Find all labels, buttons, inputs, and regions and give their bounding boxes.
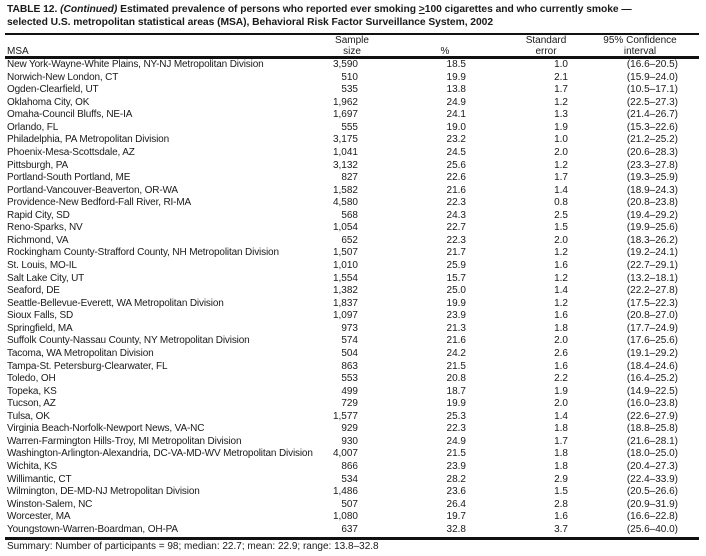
sample-size-cell: 1,041 xyxy=(332,146,358,158)
sample-size-cell: 929 xyxy=(341,423,358,435)
percent-cell: 21.3 xyxy=(446,322,466,334)
spacer-cell xyxy=(678,160,699,173)
msa-cell: Tucson, AZ xyxy=(7,398,56,410)
standard-error-cell: 1.8 xyxy=(554,448,568,460)
column-header-percent: % xyxy=(440,45,450,57)
sample-size-cell: 1,582 xyxy=(332,184,358,196)
msa-cell: Reno-Sparks, NV xyxy=(7,222,83,234)
standard-error-cell: 2.0 xyxy=(554,234,568,246)
table-title-line2: selected U.S. metropolitan statistical areas (MSA), Behavioral Risk Factor Surveillance System, 2002 xyxy=(7,17,494,28)
table-row xyxy=(7,461,699,474)
standard-error-cell: 2.0 xyxy=(554,335,568,347)
table-row xyxy=(7,386,699,399)
confidence-interval-cell: (18.8–25.8) xyxy=(626,423,678,435)
spacer-cell xyxy=(678,72,699,85)
column-header-ci-line1: 95% Confidence xyxy=(603,34,677,46)
standard-error-cell: 1.2 xyxy=(554,96,568,108)
spacer-cell xyxy=(678,386,699,399)
confidence-interval-cell: (22.4–33.9) xyxy=(626,473,678,485)
table-row xyxy=(7,97,699,110)
spacer-cell xyxy=(678,109,699,122)
table-row xyxy=(7,147,699,160)
msa-cell: Tulsa, OK xyxy=(7,410,50,422)
standard-error-cell: 1.4 xyxy=(554,184,568,196)
confidence-interval-cell: (16.6–20.5) xyxy=(626,59,678,70)
percent-cell: 24.3 xyxy=(446,209,466,221)
msa-cell: Omaha-Council Bluffs, NE-IA xyxy=(7,109,133,121)
confidence-interval-cell: (23.3–27.8) xyxy=(626,159,678,171)
column-header-se-line1: Standard xyxy=(525,34,567,46)
confidence-interval-cell: (17.6–25.6) xyxy=(626,335,678,347)
spacer-cell xyxy=(678,323,699,336)
table-row xyxy=(7,285,699,298)
standard-error-cell: 1.5 xyxy=(554,486,568,498)
percent-cell: 21.7 xyxy=(446,247,466,259)
spacer-cell xyxy=(678,511,699,524)
percent-cell: 19.0 xyxy=(446,121,466,133)
msa-cell: Ogden-Clearfield, UT xyxy=(7,84,99,96)
sample-size-cell: 1,697 xyxy=(332,109,358,121)
confidence-interval-cell: (19.4–29.2) xyxy=(626,209,678,221)
percent-cell: 32.8 xyxy=(446,523,466,535)
confidence-interval-cell: (22.5–27.3) xyxy=(626,96,678,108)
msa-cell: Rockingham County-Strafford County, NH Metropolitan Division xyxy=(7,247,279,259)
confidence-interval-cell: (10.5–17.1) xyxy=(626,84,678,96)
percent-cell: 24.1 xyxy=(446,109,466,121)
table-row xyxy=(7,222,699,235)
percent-cell: 22.3 xyxy=(446,234,466,246)
spacer-cell xyxy=(678,172,699,185)
percent-cell: 21.5 xyxy=(446,360,466,372)
confidence-interval-cell: (19.1–29.2) xyxy=(626,347,678,359)
sample-size-cell: 729 xyxy=(341,398,358,410)
msa-cell: Wichita, KS xyxy=(7,461,58,472)
title-text: Estimated prevalence of persons who reported ever smoking xyxy=(120,4,419,15)
msa-cell: Tampa-St. Petersburg-Clearwater, FL xyxy=(7,360,168,372)
percent-cell: 19.9 xyxy=(446,71,466,83)
standard-error-cell: 1.5 xyxy=(554,222,568,234)
confidence-interval-cell: (18.4–24.6) xyxy=(626,360,678,372)
percent-cell: 13.8 xyxy=(446,84,466,96)
standard-error-cell: 1.2 xyxy=(554,247,568,259)
percent-cell: 18.5 xyxy=(446,59,466,70)
sample-size-cell: 1,080 xyxy=(332,511,358,523)
column-header-se-line2: error xyxy=(535,45,557,57)
sample-size-cell: 507 xyxy=(341,498,358,510)
msa-cell: Wilmington, DE-MD-NJ Metropolitan Division xyxy=(7,486,200,498)
percent-cell: 21.6 xyxy=(446,184,466,196)
spacer-cell xyxy=(678,448,699,461)
standard-error-cell: 1.4 xyxy=(554,285,568,297)
standard-error-cell: 2.0 xyxy=(554,398,568,410)
sample-size-cell: 973 xyxy=(341,322,358,334)
standard-error-cell: 1.8 xyxy=(554,322,568,334)
table-row xyxy=(7,247,699,260)
percent-cell: 18.7 xyxy=(446,385,466,397)
table-row xyxy=(7,499,699,512)
spacer-cell xyxy=(678,84,699,97)
confidence-interval-cell: (17.5–22.3) xyxy=(626,297,678,309)
confidence-interval-cell: (20.9–31.9) xyxy=(626,498,678,510)
sample-size-cell: 827 xyxy=(341,172,358,184)
standard-error-cell: 1.6 xyxy=(554,511,568,523)
table-row xyxy=(7,361,699,374)
spacer-cell xyxy=(678,247,699,260)
confidence-interval-cell: (18.3–26.2) xyxy=(626,234,678,246)
msa-cell: St. Louis, MO-IL xyxy=(7,260,77,271)
confidence-interval-cell: (19.9–25.6) xyxy=(626,222,678,234)
spacer-cell xyxy=(678,273,699,286)
percent-cell: 24.9 xyxy=(446,96,466,108)
standard-error-cell: 2.5 xyxy=(554,209,568,221)
standard-error-cell: 1.2 xyxy=(554,297,568,309)
title-text-tail: 100 cigarettes and who currently smoke — xyxy=(424,4,632,15)
standard-error-cell: 3.7 xyxy=(554,523,568,535)
spacer-cell xyxy=(678,147,699,160)
sample-size-cell: 553 xyxy=(341,373,358,385)
confidence-interval-cell: (19.2–24.1) xyxy=(626,247,678,259)
spacer-cell xyxy=(678,335,699,348)
standard-error-cell: 1.8 xyxy=(554,461,568,472)
standard-error-cell: 0.8 xyxy=(554,197,568,209)
msa-cell: Oklahoma City, OK xyxy=(7,96,90,108)
table-row xyxy=(7,273,699,286)
percent-cell: 21.5 xyxy=(446,448,466,460)
confidence-interval-cell: (20.6–28.3) xyxy=(626,146,678,158)
spacer-cell xyxy=(678,423,699,436)
confidence-interval-cell: (25.6–40.0) xyxy=(626,523,678,535)
confidence-interval-cell: (14.9–22.5) xyxy=(626,385,678,397)
standard-error-cell: 1.3 xyxy=(554,109,568,121)
spacer-cell xyxy=(678,185,699,198)
column-header-sample-line1: Sample xyxy=(335,34,369,46)
msa-cell: Youngstown-Warren-Boardman, OH-PA xyxy=(7,523,178,535)
divider-above-summary xyxy=(5,537,699,540)
standard-error-cell: 2.1 xyxy=(554,71,568,83)
standard-error-cell: 1.7 xyxy=(554,172,568,184)
table-row xyxy=(7,160,699,173)
msa-cell: Washington-Arlington-Alexandria, DC-VA-MD-WV Metropolitan Division xyxy=(7,448,313,460)
greater-equal-symbol: > xyxy=(418,4,425,15)
msa-cell: New York-Wayne-White Plains, NY-NJ Metropolitan Division xyxy=(7,59,264,70)
spacer-cell xyxy=(678,461,699,474)
confidence-interval-cell: (13.2–18.1) xyxy=(626,272,678,284)
table-row xyxy=(7,323,699,336)
table-row xyxy=(7,436,699,449)
sample-size-cell: 3,175 xyxy=(332,134,358,146)
msa-cell: Norwich-New London, CT xyxy=(7,71,119,83)
spacer-cell xyxy=(678,348,699,361)
spacer-cell xyxy=(678,197,699,210)
column-header-sample-line2: size xyxy=(343,45,361,57)
confidence-interval-cell: (20.8–27.0) xyxy=(626,310,678,322)
msa-cell: Worcester, MA xyxy=(7,511,71,523)
table-row xyxy=(7,235,699,248)
standard-error-cell: 1.6 xyxy=(554,260,568,271)
msa-cell: Pittsburgh, PA xyxy=(7,159,69,171)
percent-cell: 23.9 xyxy=(446,461,466,472)
percent-cell: 22.3 xyxy=(446,197,466,209)
msa-cell: Springfield, MA xyxy=(7,322,73,334)
column-header-ci-line2: interval xyxy=(623,45,657,57)
standard-error-cell: 2.0 xyxy=(554,146,568,158)
confidence-interval-cell: (22.7–29.1) xyxy=(626,260,678,271)
confidence-interval-cell: (18.9–24.3) xyxy=(626,184,678,196)
standard-error-cell: 1.2 xyxy=(554,159,568,171)
table-row xyxy=(7,197,699,210)
percent-cell: 20.8 xyxy=(446,373,466,385)
percent-cell: 22.6 xyxy=(446,172,466,184)
confidence-interval-cell: (19.3–25.9) xyxy=(626,172,678,184)
standard-error-cell: 1.4 xyxy=(554,410,568,422)
summary-line: Summary: Number of participants = 98; median: 22.7; mean: 22.9; range: 13.8–32.8 xyxy=(7,541,379,552)
standard-error-cell: 2.8 xyxy=(554,498,568,510)
confidence-interval-cell: (20.8–23.8) xyxy=(626,197,678,209)
standard-error-cell: 2.9 xyxy=(554,473,568,485)
table-row xyxy=(7,310,699,323)
sample-size-cell: 568 xyxy=(341,209,358,221)
confidence-interval-cell: (16.6–22.8) xyxy=(626,511,678,523)
msa-cell: Sioux Falls, SD xyxy=(7,310,74,322)
percent-cell: 24.9 xyxy=(446,435,466,447)
sample-size-cell: 1,507 xyxy=(332,247,358,259)
percent-cell: 25.0 xyxy=(446,285,466,297)
msa-cell: Providence-New Bedford-Fall River, RI-MA xyxy=(7,197,192,209)
percent-cell: 19.9 xyxy=(446,398,466,410)
confidence-interval-cell: (22.6–27.9) xyxy=(626,410,678,422)
msa-cell: Warren-Farmington Hills-Troy, MI Metropolitan Division xyxy=(7,435,242,447)
table-row xyxy=(7,172,699,185)
prevalence-table xyxy=(7,59,699,536)
spacer-cell xyxy=(678,361,699,374)
continued-note: (Continued) xyxy=(60,4,121,15)
percent-cell: 23.9 xyxy=(446,310,466,322)
sample-size-cell: 1,554 xyxy=(332,272,358,284)
percent-cell: 25.3 xyxy=(446,410,466,422)
msa-cell: Topeka, KS xyxy=(7,385,57,397)
sample-size-cell: 535 xyxy=(341,84,358,96)
confidence-interval-cell: (15.3–22.6) xyxy=(626,121,678,133)
spacer-cell xyxy=(678,524,699,537)
table-body xyxy=(7,59,699,536)
spacer-cell xyxy=(678,398,699,411)
sample-size-cell: 504 xyxy=(341,347,358,359)
sample-size-cell: 1,054 xyxy=(332,222,358,234)
confidence-interval-cell: (15.9–24.0) xyxy=(626,71,678,83)
spacer-cell xyxy=(678,474,699,487)
confidence-interval-cell: (18.0–25.0) xyxy=(626,448,678,460)
confidence-interval-cell: (21.6–28.1) xyxy=(626,435,678,447)
spacer-cell xyxy=(678,373,699,386)
sample-size-cell: 1,837 xyxy=(332,297,358,309)
standard-error-cell: 1.0 xyxy=(554,134,568,146)
table-row xyxy=(7,423,699,436)
spacer-cell xyxy=(678,486,699,499)
msa-cell: Philadelphia, PA Metropolitan Division xyxy=(7,134,169,146)
percent-cell: 25.6 xyxy=(446,159,466,171)
percent-cell: 23.2 xyxy=(446,134,466,146)
spacer-cell xyxy=(678,97,699,110)
sample-size-cell: 4,007 xyxy=(332,448,358,460)
msa-cell: Portland-South Portland, ME xyxy=(7,172,131,184)
standard-error-cell: 1.9 xyxy=(554,121,568,133)
sample-size-cell: 1,382 xyxy=(332,285,358,297)
confidence-interval-cell: (16.0–23.8) xyxy=(626,398,678,410)
msa-cell: Orlando, FL xyxy=(7,121,59,133)
table-row xyxy=(7,411,699,424)
spacer-cell xyxy=(678,222,699,235)
msa-cell: Seaford, DE xyxy=(7,285,60,297)
confidence-interval-cell: (21.4–26.7) xyxy=(626,109,678,121)
table-row xyxy=(7,448,699,461)
table-row xyxy=(7,260,699,273)
table-number: TABLE 12. xyxy=(7,4,61,15)
sample-size-cell: 637 xyxy=(341,523,358,535)
table-row xyxy=(7,210,699,223)
sample-size-cell: 499 xyxy=(341,385,358,397)
msa-cell: Toledo, OH xyxy=(7,373,56,385)
msa-cell: Richmond, VA xyxy=(7,234,69,246)
standard-error-cell: 1.2 xyxy=(554,272,568,284)
confidence-interval-cell: (20.4–27.3) xyxy=(626,461,678,472)
percent-cell: 15.7 xyxy=(446,272,466,284)
spacer-cell xyxy=(678,134,699,147)
standard-error-cell: 2.2 xyxy=(554,373,568,385)
table-row xyxy=(7,134,699,147)
msa-cell: Rapid City, SD xyxy=(7,209,70,221)
msa-cell: Willimantic, CT xyxy=(7,473,72,485)
sample-size-cell: 510 xyxy=(341,71,358,83)
percent-cell: 26.4 xyxy=(446,498,466,510)
sample-size-cell: 3,590 xyxy=(332,59,358,70)
percent-cell: 22.3 xyxy=(446,423,466,435)
spacer-cell xyxy=(678,285,699,298)
percent-cell: 23.6 xyxy=(446,486,466,498)
percent-cell: 24.2 xyxy=(446,347,466,359)
table-row xyxy=(7,109,699,122)
table-row xyxy=(7,185,699,198)
confidence-interval-cell: (20.5–26.6) xyxy=(626,486,678,498)
standard-error-cell: 1.6 xyxy=(554,310,568,322)
sample-size-cell: 863 xyxy=(341,360,358,372)
spacer-cell xyxy=(678,235,699,248)
confidence-interval-cell: (22.2–27.8) xyxy=(626,285,678,297)
percent-cell: 19.9 xyxy=(446,297,466,309)
spacer-cell xyxy=(678,411,699,424)
percent-cell: 19.7 xyxy=(446,511,466,523)
percent-cell: 22.7 xyxy=(446,222,466,234)
table-row xyxy=(7,474,699,487)
table-row xyxy=(7,122,699,135)
msa-cell: Suffolk County-Nassau County, NY Metropolitan Division xyxy=(7,335,250,347)
msa-cell: Virginia Beach-Norfolk-Newport News, VA-NC xyxy=(7,423,205,435)
confidence-interval-cell: (17.7–24.9) xyxy=(626,322,678,334)
spacer-cell xyxy=(678,260,699,273)
table-row xyxy=(7,398,699,411)
standard-error-cell: 1.7 xyxy=(554,435,568,447)
spacer-cell xyxy=(678,298,699,311)
msa-cell: Winston-Salem, NC xyxy=(7,498,93,510)
standard-error-cell: 1.7 xyxy=(554,84,568,96)
spacer-cell xyxy=(678,210,699,223)
confidence-interval-cell: (16.4–25.2) xyxy=(626,373,678,385)
table-row xyxy=(7,84,699,97)
sample-size-cell: 3,132 xyxy=(332,159,358,171)
spacer-cell xyxy=(678,436,699,449)
standard-error-cell: 1.9 xyxy=(554,385,568,397)
percent-cell: 24.5 xyxy=(446,146,466,158)
table-row xyxy=(7,335,699,348)
standard-error-cell: 1.6 xyxy=(554,360,568,372)
table-row xyxy=(7,59,699,72)
table-row xyxy=(7,72,699,85)
sample-size-cell: 574 xyxy=(341,335,358,347)
msa-cell: Seattle-Bellevue-Everett, WA Metropolitan Division xyxy=(7,297,224,309)
sample-size-cell: 652 xyxy=(341,234,358,246)
standard-error-cell: 1.0 xyxy=(554,59,568,70)
table-row xyxy=(7,524,699,537)
sample-size-cell: 534 xyxy=(341,473,358,485)
msa-cell: Tacoma, WA Metropolitan Division xyxy=(7,347,154,359)
sample-size-cell: 1,577 xyxy=(332,410,358,422)
sample-size-cell: 1,962 xyxy=(332,96,358,108)
confidence-interval-cell: (21.2–25.2) xyxy=(626,134,678,146)
percent-cell: 25.9 xyxy=(446,260,466,271)
sample-size-cell: 4,580 xyxy=(332,197,358,209)
sample-size-cell: 1,097 xyxy=(332,310,358,322)
table-row xyxy=(7,511,699,524)
sample-size-cell: 930 xyxy=(341,435,358,447)
spacer-cell xyxy=(678,59,699,72)
sample-size-cell: 555 xyxy=(341,121,358,133)
table-row xyxy=(7,373,699,386)
table-row xyxy=(7,298,699,311)
table-title xyxy=(7,3,632,29)
spacer-cell xyxy=(678,122,699,135)
spacer-cell xyxy=(678,499,699,512)
msa-cell: Salt Lake City, UT xyxy=(7,272,85,284)
sample-size-cell: 1,486 xyxy=(332,486,358,498)
sample-size-cell: 866 xyxy=(341,461,358,472)
table-title-line1 xyxy=(7,3,632,16)
table-row xyxy=(7,486,699,499)
standard-error-cell: 2.6 xyxy=(554,347,568,359)
percent-cell: 21.6 xyxy=(446,335,466,347)
standard-error-cell: 1.8 xyxy=(554,423,568,435)
msa-cell: Portland-Vancouver-Beaverton, OR-WA xyxy=(7,184,178,196)
column-header-msa: MSA xyxy=(7,45,29,57)
percent-cell: 28.2 xyxy=(446,473,466,485)
spacer-cell xyxy=(678,310,699,323)
table-row xyxy=(7,348,699,361)
msa-cell: Phoenix-Mesa-Scottsdale, AZ xyxy=(7,146,135,158)
sample-size-cell: 1,010 xyxy=(332,260,358,271)
